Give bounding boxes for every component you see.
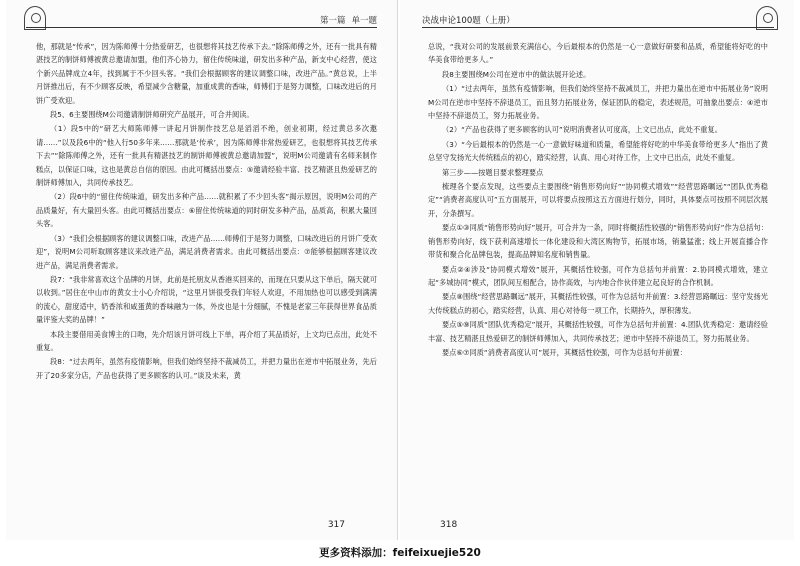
right-body bbox=[428, 40, 768, 360]
footer-caption: 更多资料添加：feifeixuejie520 bbox=[319, 547, 481, 559]
paragraph: 他，那就是“传承”，因为陈师傅十分热爱研艺，也很想将其技艺传承下去。”除陈师傅之外，还有一批具有精湛技艺的制饼师傅被黄总邀请加盟，他们齐心协力，留住传统味道，研发出多种产品，新支中心经营，使这个新兴品牌成立4年，找到属于不少回头客。“我们会根据顾客的建议调整口味，改进产品。”黄总说，上半月饼推出后，有不少顾客反映，希望减少含糖量，加重成黄的香味，师傅们于是努力调整，口味改进后的月饼广受欢迎。 bbox=[36, 42, 377, 105]
paragraph: 要点①③同质“销售形势向好”展开，可合并为一条，同时将概括性较强的“销售形势向好”作为总括句：销售形势向好，线下获利高速增长一体化建设和大湾区购物节，拓展市场，销量猛涨；线上开展直播合作带货和聚合化品牌包装，提高品牌知名度和销售量。 bbox=[428, 223, 768, 260]
paragraph: 段7：“我非常喜欢这个品牌的月饼，此前是托朋友从香港买回来的，而现在只要从这下单后，隔天就可以收到。”居住在中山市的黄女士小心介绍说，“这里月饼很受我们年轻人欢迎，不用加热也可以感受到满满的流心，甜度适中，奶香浓和咸蛋黄的香味融为一体，外皮也是十分细腻，不愧是老家三年获得世界食品质量评鉴大奖的品牌！” bbox=[36, 274, 377, 325]
header-part: 第一篇 bbox=[319, 16, 346, 26]
paragraph: 梳理各个要点发现，这些要点主要围绕“销售形势向好”“协同模式增效”“经营思路瞩远”“团队优秀稳定”“消费者高度认可”五方面展开，可以将要点按照这五方面进行划分，同时，具体要点可按照不同层次展开，分条撰写。 bbox=[428, 182, 768, 218]
running-header-left bbox=[320, 14, 377, 26]
paragraph: 要点⑥⑦同质“消费者高度认可”展开，其概括性较强，可作为总括句并前置： bbox=[442, 347, 687, 357]
page-number-left: 317 bbox=[327, 520, 345, 530]
paragraph: （1）“过去两年，虽然有疫情影响，但我们始终坚持不裁减员工，并把力量出在逆市中拓展业务”说明M公司在逆市中坚持不辞退员工，而且努力拓展业务，保证团队的稳定，表述规范，可抽象出要点：④逆市中坚持不辞退员工，努力拓展业务。 bbox=[428, 84, 768, 121]
paragraph: 要点②④涉及“协同模式增效”展开，其概括性较强，可作为总括句并前置：2.协同模式增效，建立起“多城协同”模式，团队间互相配合，协作高效，与内地合作伙伴建立起良好的合作机制。 bbox=[428, 264, 768, 287]
left-page bbox=[6, 0, 398, 540]
paragraph: （1）段5中的“研艺大师陈师傅一讲起月饼制作技艺总是滔滔不绝，创业初期，经过黄总多次邀请……”以及段6中的“他入行50多年来……那就是‘传承’，因为陈师傅非常热爱研艺，也很想将其技艺传承下去”“除陈师傅之外，还有一批具有精湛技艺的制饼师傅被黄总邀请加盟”，说明M公司邀请有名师来制作糕点，以保证口味，这也是黄总自信的原因。由此可概括出要点：⑤邀请经验丰富、技艺精湛且热爱研艺的制饼师傅加入，共同传承技艺。 bbox=[36, 124, 377, 188]
paragraph: （3）“我们会根据顾客的建议调整口味，改进产品……师傅们于是努力调整，口味改进后的月饼广受欢迎”，说明M公司听取顾客建议来改进产品，满足消费者需求。由此可概括出要点：⑦能够根据顾客建议改进产品，满足消费者需求。 bbox=[36, 233, 377, 270]
header-chapter: 单一题 bbox=[351, 16, 377, 26]
right-page bbox=[400, 0, 794, 540]
paragraph: 段8：“过去两年，虽然有疫情影响，但我们始终坚持不裁减员工，并把力量出在逆市中拓展业务，先后开了20多家分店，产品也获得了更多顾客的认可。”谈及未来，黄 bbox=[36, 357, 377, 380]
paragraph: 要点⑧围绕“经营思路瞩远”展开，其概括性较强，可作为总括句并前置：3.经营思路瞩远：坚守发扬光大传统糕点的初心，踏实经营，认真、用心对待每一项工作，长期持久，厚积薄发。 bbox=[428, 292, 768, 315]
paragraph: 段5、6主要围绕M公司邀请制饼师研究产品展开，可合并阅读。 bbox=[50, 110, 254, 120]
paragraph: 要点⑤⑨同质“团队优秀稳定”展开，其概括性较强，可作为总括句并前置：4.团队优秀稳定：邀请经验丰富、技艺精湛且热爱研艺的制饼师傅加入，共同传承技艺；逆市中坚持不辞退员工，努力拓展业务。 bbox=[428, 320, 768, 343]
paragraph: 总说，“我对公司的发展前景充满信心，今后最根本的仍然是一心一意做好研要和品质，希望能将好吃的中华美食带给更多人。” bbox=[428, 42, 768, 65]
page-number-right: 318 bbox=[440, 520, 458, 530]
paragraph: 段8主要围绕M公司在逆市中的做法展开论述。 bbox=[442, 69, 591, 79]
paragraph: （2）段6中的“留住传统味道，研发出多种产品……就积累了不少回头客”揭示原因，说明M公司的产品质量好，有大量回头客。由此可概括出要点：⑥留住传统味道的同时研发多种产品，品质高，积累大量回头客。 bbox=[36, 192, 377, 229]
header-rule bbox=[26, 27, 377, 28]
paragraph: （3）“今后最根本的仍然是一心一意做好味道和质量，希望能将好吃的中华美食带给更多人”指出了黄总坚守发扬光大传统糕点的初心，踏实经营，认真、用心对待工作，上文中已出点，此处不重复。 bbox=[428, 139, 768, 163]
left-body bbox=[36, 40, 377, 383]
header-book-title: 决战申论100题（上册） bbox=[422, 16, 515, 26]
header-rule bbox=[422, 27, 774, 28]
paragraph: 本段主要借用美食博主的口吻，先介绍该月饼可线上下单，再介绍了其品质好，上文均已点出，此处不重复。 bbox=[36, 329, 377, 352]
section-heading: 第三步——按题目要求整理要点 bbox=[442, 167, 544, 177]
running-header-right bbox=[422, 14, 515, 26]
paragraph: （2）“产品也获得了更多顾客的认可”说明消费者认可度高，上文已出点，此处不重复。 bbox=[442, 125, 722, 135]
